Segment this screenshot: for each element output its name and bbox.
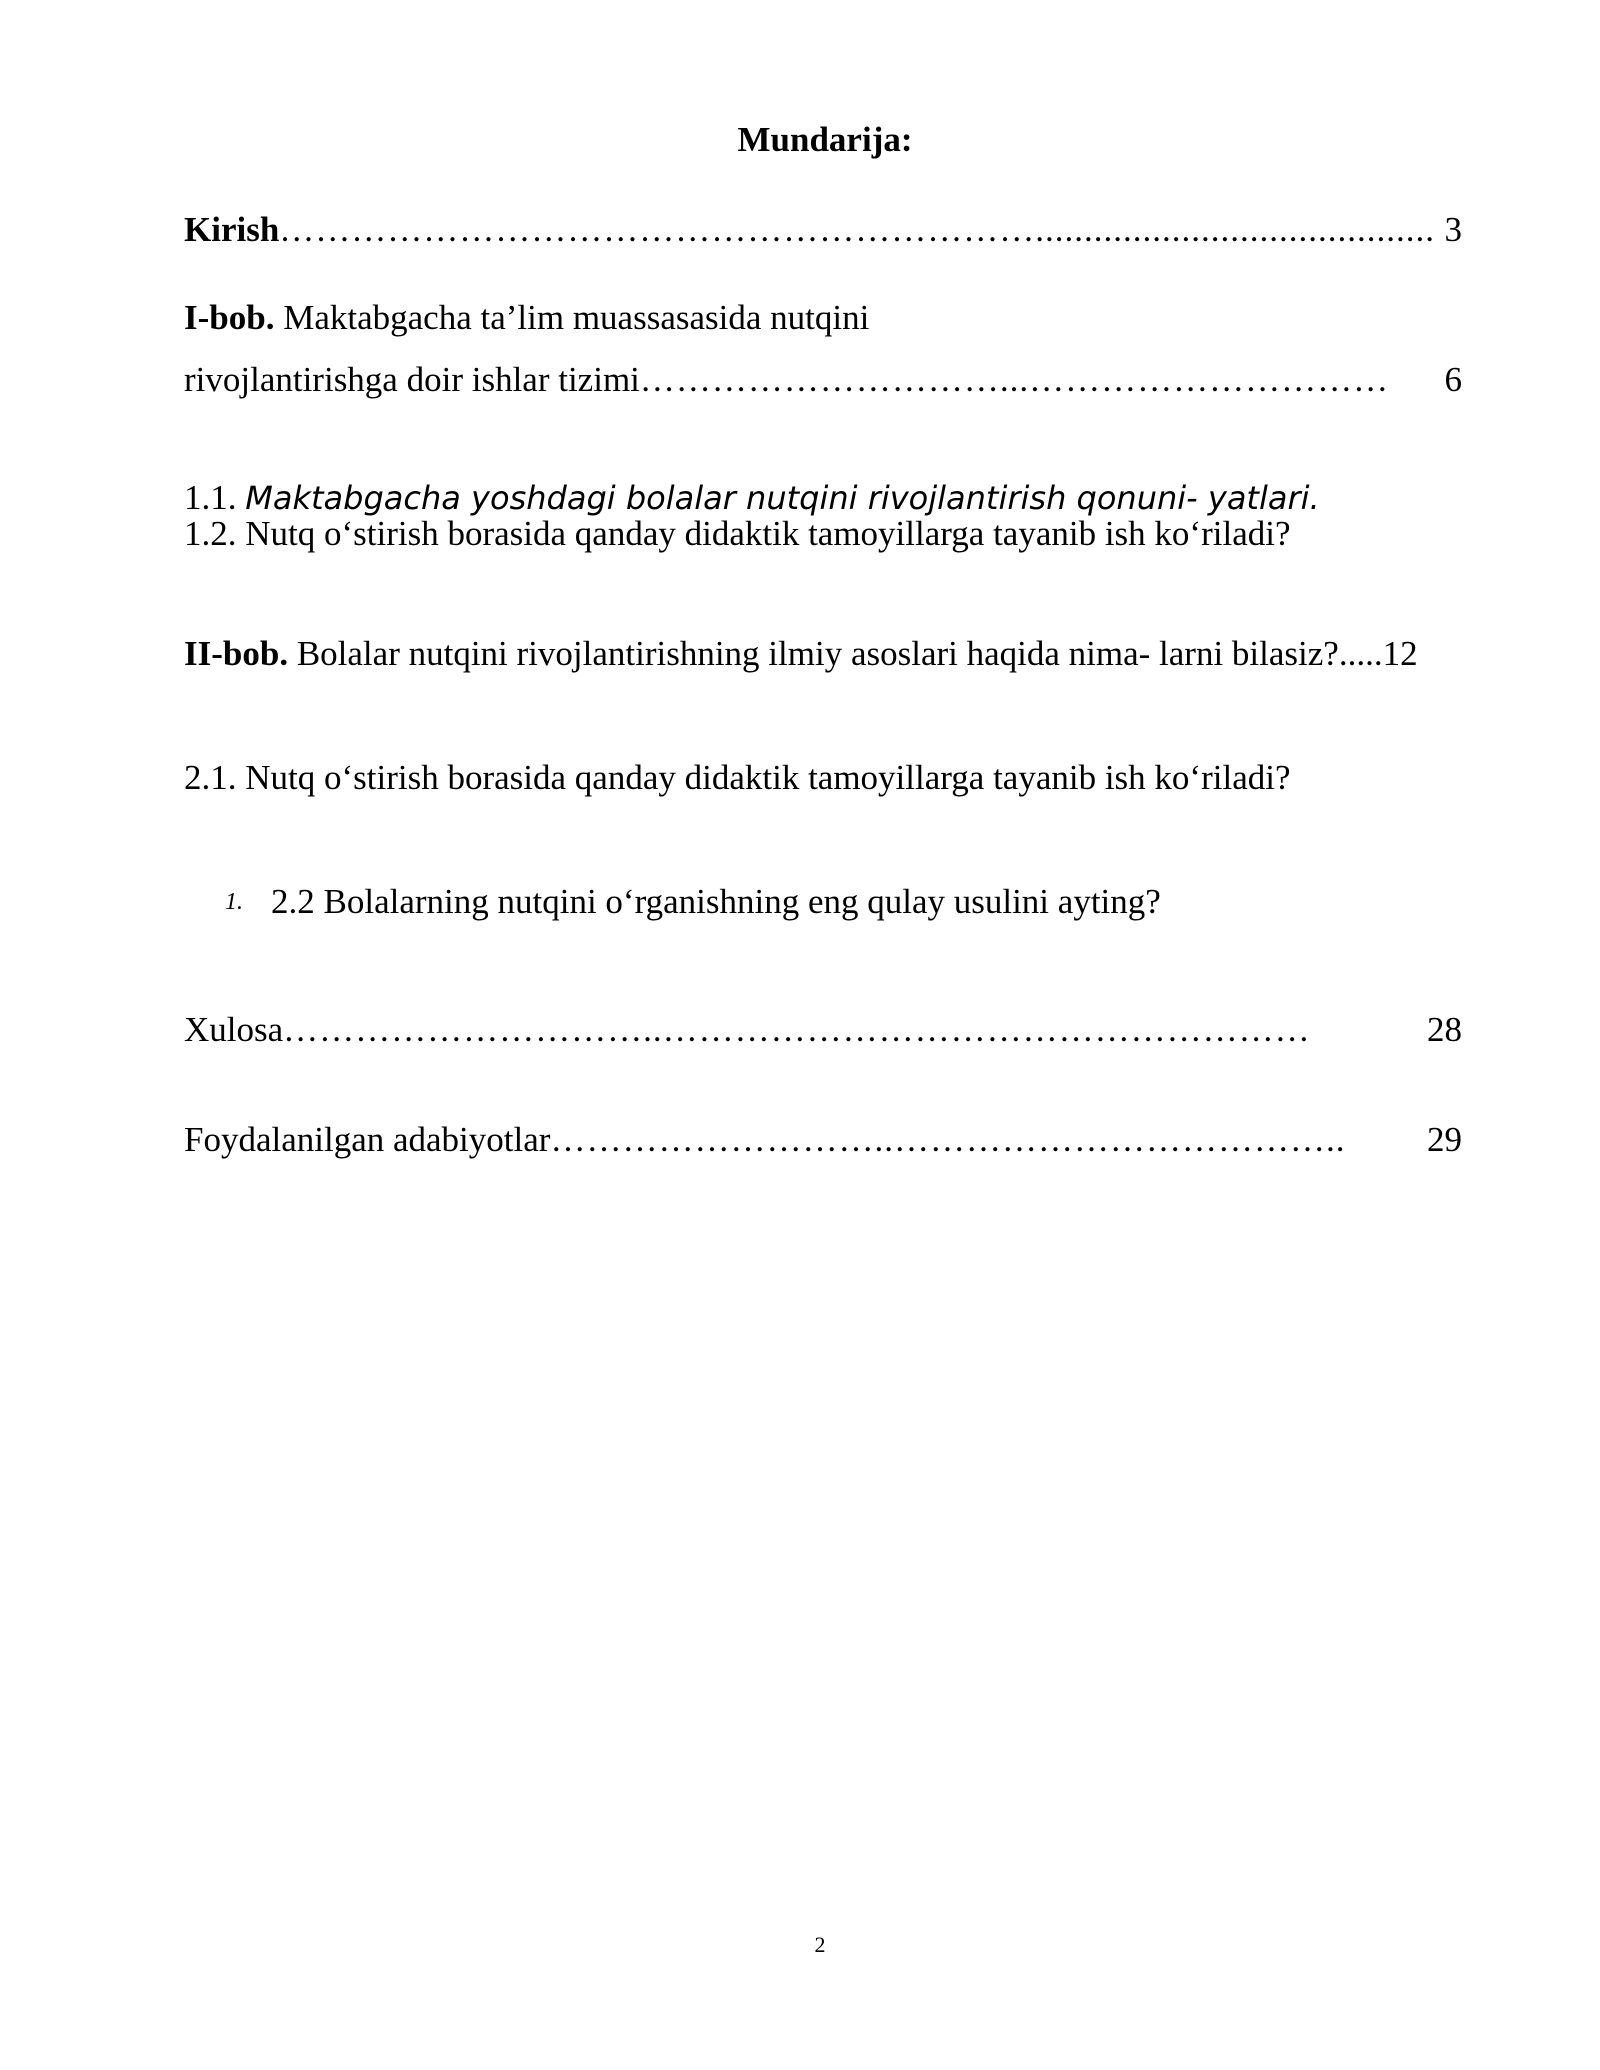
toc-page-number: 6 — [1444, 360, 1462, 399]
section-title: 2.1. Nutq o‘stirish borasida qanday didaktik tamoyillarga tayanib ish ko‘riladi? — [184, 758, 1291, 797]
toc-entry-chapter-2 — [184, 632, 1462, 676]
chapter-title-line-1: Maktabgacha ta’lim muassasasida nutqini — [274, 298, 870, 337]
toc-page-number: 29 — [1427, 1120, 1462, 1159]
toc-leader-dots: ………………………..……………………………….. — [550, 1120, 1346, 1159]
section-title: 2.2 Bolalarning nutqini o‘rganishning eng qulay usulini ayting? — [271, 882, 1161, 921]
chapter-title: Bolalar nutqini rivojlantirishning ilmiy asoslari haqida nima- larni bilasiz?.....12 — [288, 634, 1418, 673]
toc-leader-dots: ………………………………………………………......................................... — [279, 210, 1436, 249]
toc-entry-references — [184, 1118, 1462, 1162]
toc-page-number: 28 — [1427, 1010, 1462, 1049]
page-number: 2 — [814, 1932, 826, 1957]
toc-leader-dots: …………………………..……………………………………………… — [283, 1010, 1311, 1049]
chapter-title-line-2: rivojlantirishga doir ishlar tizimi — [184, 360, 640, 399]
page-title: Mundarija: — [737, 120, 913, 159]
list-marker: 1. — [225, 889, 243, 915]
toc-page-number: 3 — [1444, 210, 1462, 249]
section-title: Maktabgacha yoshdagi bolalar nutqini rivojlantirish qonuni- yatlari. — [245, 479, 1320, 517]
toc-entry-xulosa — [184, 1008, 1462, 1052]
section-title: 1.2. Nutq o‘stirish borasida qanday didaktik tamoyillarga tayanib ish ko‘riladi? — [184, 514, 1291, 553]
toc-entry-label: Kirish — [184, 210, 280, 249]
toc-entry-kirish — [184, 208, 1462, 252]
chapter-label: II-bob. — [184, 634, 289, 673]
toc-entry-chapter-1 — [184, 358, 1462, 402]
toc-entry-label: Foydalanilgan adabiyotlar — [184, 1120, 551, 1159]
toc-leader-dots: …………………………...………………………… — [639, 360, 1390, 399]
toc-entry-section-2-1 — [184, 756, 1462, 800]
toc-entry-section-1-2 — [184, 512, 1462, 556]
section-number: 1.1. — [184, 478, 246, 517]
toc-entry-section-2-2 — [271, 880, 1461, 924]
toc-entry-chapter-1-heading — [184, 296, 1462, 340]
toc-entry-label: Xulosa — [184, 1010, 284, 1049]
chapter-label: I-bob. — [184, 298, 275, 337]
